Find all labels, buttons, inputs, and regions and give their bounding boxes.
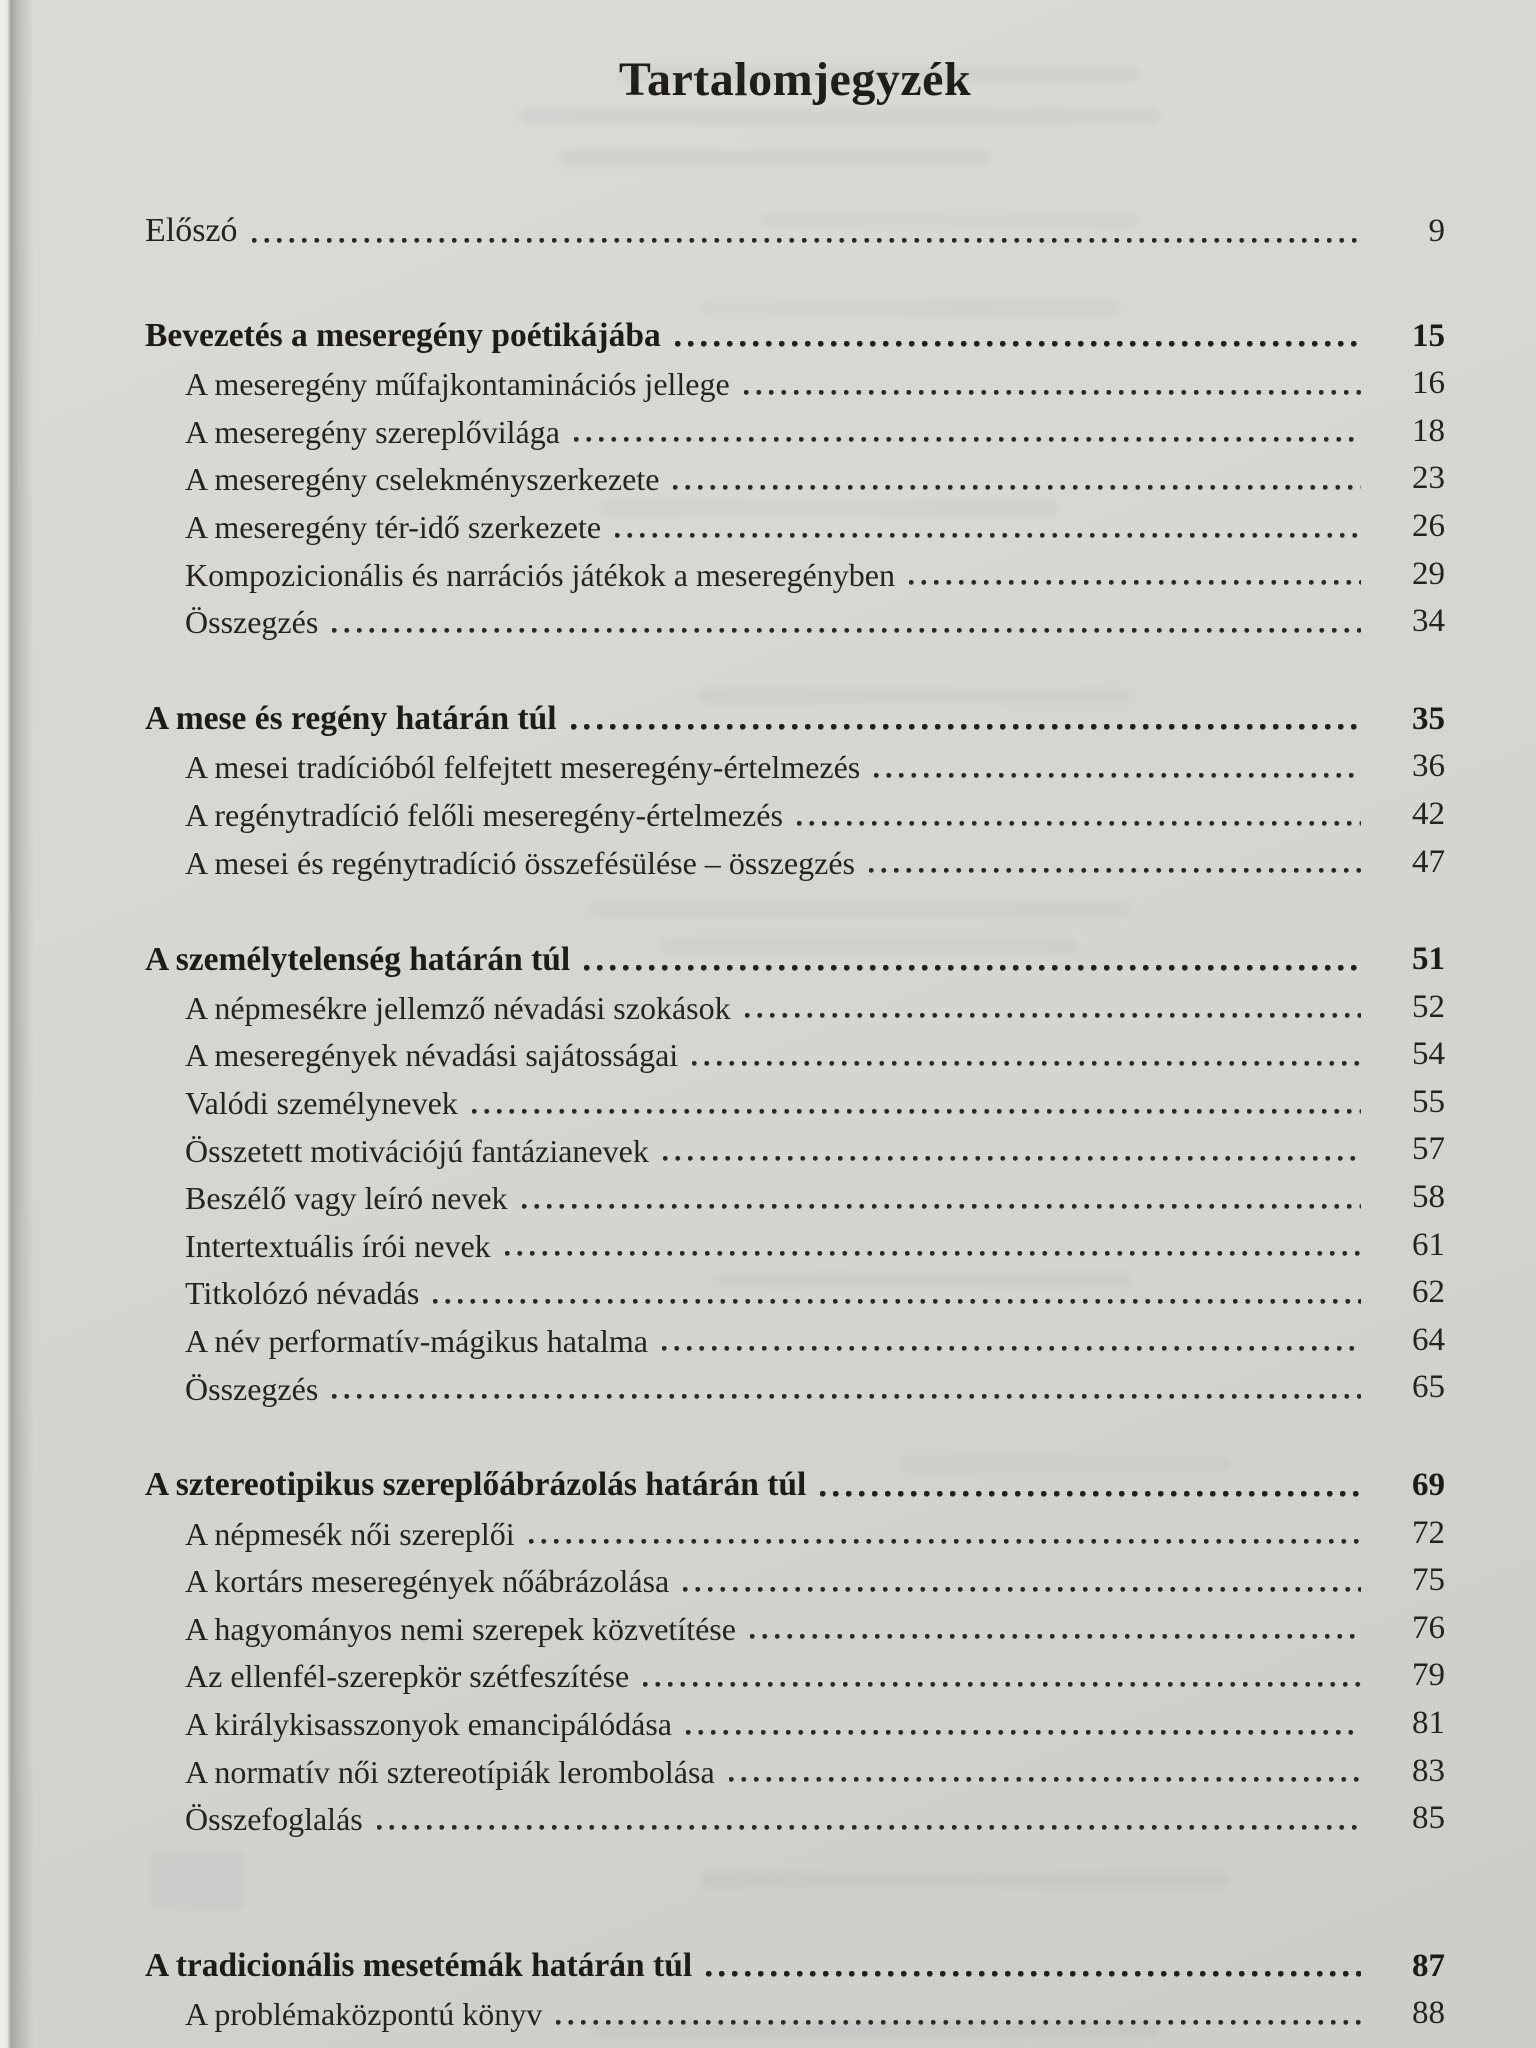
dot-leader [571,724,1361,730]
toc-entry-page: 15 [1412,317,1445,354]
bleed-smudge [590,2022,1160,2038]
toc-entry-label: Valódi személynevek [185,1084,458,1121]
toc-entry-label: Intertextuális írói nevek [185,1227,491,1264]
toc-entry-page: 81 [1412,1705,1445,1741]
toc-entry-page: 26 [1412,507,1445,544]
toc-entry-page: 16 [1412,365,1445,402]
dot-leader [332,1394,1361,1399]
toc-entry-label: Összegzés [185,604,319,641]
toc-entry-label: A regénytradíció felőli meseregény-értelmezés [185,796,783,833]
toc-entry-page: 62 [1412,1274,1445,1311]
toc-entry-label: A meseregény műfajkontaminációs jellege [185,366,730,403]
toc-entry-label: A normatív női sztereotípiák lerombolása [185,1753,715,1790]
table-of-contents [145,202,1445,2032]
toc-entry-page: 47 [1412,843,1445,880]
page-edge-shadow [0,0,34,2048]
toc-entry-row [145,1646,1445,1694]
toc-entry-page: 72 [1412,1514,1445,1551]
toc-entry-page: 85 [1412,1800,1445,1837]
toc-entry-label: A tradicionális mesetémák határán túl [145,1947,693,1985]
toc-entry-row [145,1073,1445,1121]
dot-leader [433,1299,1361,1304]
dot-leader [332,628,1361,633]
toc-entry-page: 58 [1412,1179,1445,1216]
toc-entry-row [145,1504,1445,1552]
toc-entry-label: Összegzés [185,1370,319,1407]
bleed-smudge [520,108,1160,124]
toc-entry-page: 61 [1412,1226,1445,1263]
toc-entry-label: Bevezetés a meseregény poétikájába [145,317,661,355]
toc-entry-label: A személytelenség határán túl [145,940,571,978]
toc-entry-label: Kompozicionális és narrációs játékok a meseregényben [185,556,895,593]
dot-leader [675,341,1361,347]
bleed-smudge [660,938,1080,954]
toc-entry-page: 23 [1412,460,1445,497]
toc-entry-label: Összefoglalás [185,1801,363,1838]
toc-entry-row [145,354,1445,402]
toc-entry-page: 87 [1412,1947,1445,1984]
dot-leader [505,1251,1361,1256]
toc-entry-label: A népmesékre jellemző névadási szokások [185,989,731,1026]
toc-entry-row [145,1694,1445,1742]
toc-entry-row [145,737,1445,785]
toc-entry-page: 42 [1412,795,1445,832]
toc-entry-row [145,1168,1445,1216]
toc-entry-label: Beszélő vagy leíró nevek [185,1180,508,1217]
toc-entry-label: A hagyományos nemi szerepek közvetítése [185,1610,736,1647]
dot-leader [744,390,1361,395]
toc-entry-label: A meseregény szereplővilága [185,413,560,450]
toc-entry-label: Előszó [145,211,238,249]
dot-leader [729,1777,1361,1782]
dot-leader [869,868,1361,873]
toc-entry-row [145,1789,1445,1837]
toc-entry-label: A meseregény cselekményszerkezete [185,461,660,498]
toc-entry-row [145,402,1445,450]
toc-entry-row [145,1311,1445,1359]
bleed-smudge [590,902,1130,918]
bleed-smudge [760,212,1140,228]
dot-leader [663,1156,1361,1161]
dot-leader [643,1682,1361,1687]
dot-leader [615,533,1361,538]
dot-leader [692,1061,1361,1066]
bleed-smudge [700,300,1120,316]
toc-entry-page: 35 [1412,700,1445,737]
toc-entry-page: 79 [1412,1657,1445,1694]
bleed-smudge [600,500,1060,516]
toc-entry-row [145,978,1445,1026]
toc-entry-row [145,545,1445,593]
toc-entry-row [145,1742,1445,1790]
toc-entry-page: 76 [1412,1609,1445,1646]
dot-leader [522,1204,1361,1209]
toc-entry-page: 69 [1412,1467,1445,1504]
toc-entry-page: 52 [1412,988,1445,1025]
dot-leader [874,773,1361,778]
toc-entry-page: 57 [1412,1131,1445,1168]
toc-entry-row [145,1599,1445,1647]
bleed-smudge [150,1850,245,1910]
toc-entry-label: A mese és regény határán túl [145,700,557,738]
toc-entry-page: 83 [1412,1752,1445,1789]
bleed-smudge [620,66,1140,82]
toc-entry-label: A kortárs meseregények nőábrázolása [185,1563,670,1600]
toc-entry-label: A mesei és regénytradíció összefésülése – összegzés [185,844,855,881]
dot-leader [820,1491,1361,1497]
toc-entry-page: 18 [1412,412,1445,449]
toc-entry-page: 75 [1412,1562,1445,1599]
dot-leader [662,1346,1361,1351]
dot-leader [706,1971,1361,1977]
toc-entry-page: 36 [1412,748,1445,785]
toc-entry-label: Az ellenfél-szerepkör szétfeszítése [185,1658,630,1695]
toc-entry-row [145,449,1445,497]
dot-leader [472,1109,1361,1114]
toc-entry-label: A meseregények névadási sajátosságai [185,1037,679,1074]
toc-entry-page: 64 [1412,1321,1445,1358]
toc-entry-label: Titkolózó névadás [185,1275,420,1312]
toc-entry-row [145,1216,1445,1264]
toc-entry-page: 34 [1412,603,1445,640]
toc-entry-page: 29 [1412,555,1445,592]
dot-leader [529,1539,1361,1544]
toc-entry-label: A név performatív-mágikus hatalma [185,1322,648,1359]
toc-entry-label: A népmesék női szereplői [185,1515,515,1552]
toc-entry-row [145,785,1445,833]
dot-leader [584,965,1361,971]
toc-entry-page: 88 [1412,1995,1445,2032]
toc-entry-row [145,592,1445,640]
bleed-smudge [700,688,1130,704]
dot-leader [745,1013,1361,1018]
dot-leader [686,1730,1361,1735]
bleed-smudge [900,1456,1230,1472]
toc-section-row [145,1937,1445,1985]
toc-entry-label: A királykisasszonyok emancipálódása [185,1706,672,1743]
toc-entry-page: 51 [1412,941,1445,978]
toc-entry-page: 9 [1428,212,1445,249]
dot-leader [797,821,1361,826]
toc-entry-label: A meseregény tér-idő szerkezete [185,509,602,546]
toc-entry-label: A problémaközpontú könyv [185,1996,543,2033]
page-title: Tartalomjegyzék [618,53,972,106]
dot-leader [574,437,1361,442]
dot-leader [750,1634,1361,1639]
toc-entry-row [145,1358,1445,1406]
dot-leader [377,1825,1361,1830]
dot-leader [673,485,1361,490]
bleed-smudge [700,1872,1230,1888]
toc-entry-row [145,833,1445,881]
toc-entry-page: 55 [1412,1083,1445,1120]
toc-entry-row [145,1551,1445,1599]
bleed-smudge [710,1272,1130,1288]
toc-section-row [145,1456,1445,1504]
dot-leader [909,580,1361,585]
dot-leader [683,1587,1361,1592]
dot-leader [252,238,1361,243]
bleed-smudge [560,150,990,166]
toc-entry-page: 54 [1412,1036,1445,1073]
toc-entry-label: A sztereotipikus szereplőábrázolás határán túl [145,1466,807,1504]
toc-entry-label: Összetett motivációjú fantázianevek [185,1132,649,1169]
toc-entry-row [145,1025,1445,1073]
toc-entry-row [145,1121,1445,1169]
toc-entry-page: 65 [1412,1369,1445,1406]
toc-entry-label: A mesei tradícióból felfejtett meseregény-értelmezés [185,749,861,786]
